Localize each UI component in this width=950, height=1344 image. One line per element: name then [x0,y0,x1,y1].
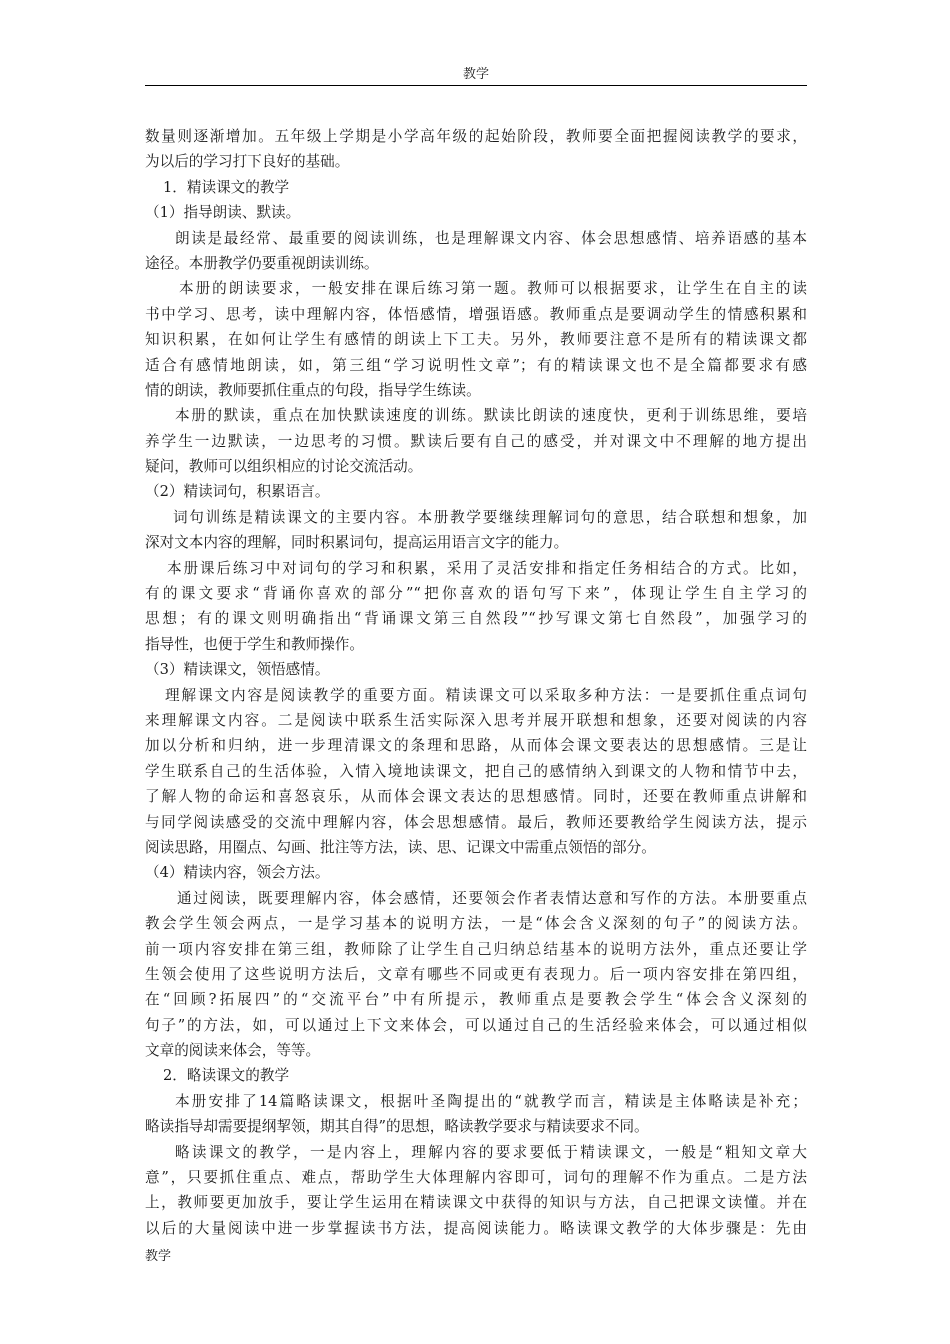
text-line: 以后的大量阅读中进一步掌握读书方法，提高阅读能力。略读课文教学的大体步骤是：先由 [145,1219,807,1237]
text-line: （2）精读词句，积累语言。 [145,483,330,501]
text-line: 本册课后练习中对词句的学习和积累，采用了灵活安排和指定任务相结合的方式。比如， [167,559,807,577]
text-line: 来理解课文内容。二是阅读中联系生活实际深入思考并展开联想和想象，还要对阅读的内容 [145,711,807,729]
text-line: 生领会使用了这些说明方法后，文章有哪些不同或更有表现力。后一项内容安排在第四组， [145,965,807,983]
text-line: 书中学习、思考，读中理解内容，体悟感情，增强语感。教师重点是要调动学生的情感积累和 [145,305,807,323]
text-line: 略读指导却需要提纲挈领，期其自得”的思想，略读教学要求与精读要求不同。 [145,1118,649,1136]
text-line: 文章的阅读来体会，等等。 [145,1042,321,1060]
text-line: 理解课文内容是阅读教学的重要方面。精读课文可以采取多种方法：一是要抓住重点词句 [165,686,807,704]
text-line: 略读课文的教学，一是内容上，理解内容的要求要低于精读课文，一般是“粗知文章大 [175,1143,807,1161]
text-line: 上，教师要更加放手，要让学生运用在精读课文中获得的知识与方法，自己把课文读懂。并在 [145,1194,807,1212]
text-line: 前一项内容安排在第三组，教师除了让学生自己归纳总结基本的说明方法外，重点还要让学 [145,940,807,958]
text-line: 朗读是最经常、最重要的阅读训练，也是理解课文内容、体会思想感情、培养语感的基本 [175,229,807,247]
header-divider [145,85,807,86]
text-line: 本册的默读，重点在加快默读速度的训练。默读比朗读的速度快，更利于训练思维，要培 [175,407,807,425]
text-line: 情的朗读，教师要抓住重点的句段，指导学生练读。 [145,381,481,399]
text-line: （4）精读内容，领会方法。 [145,864,330,882]
text-line: 途径。本册教学仍要重视朗读训练。 [145,254,379,272]
text-line: 指导性，也便于学生和教师操作。 [145,635,364,653]
text-line: 深对文本内容的理解，同时积累词句，提高运用语言文字的能力。 [145,534,569,552]
text-line: 教会学生领会两点，一是学习基本的说明方法，一是“体会含义深刻的句子”的阅读方法。 [145,915,807,933]
text-line: 为以后的学习打下良好的基础。 [145,153,350,171]
text-line: （1）指导朗读、默读。 [145,204,301,222]
text-line: 养学生一边默读，一边思考的习惯。默读后要有自己的感受，并对课文中不理解的地方提出 [145,432,807,450]
text-line: 有的课文要求“背诵你喜欢的部分”“把你喜欢的语句写下来”，体现让学生自主学习的 [145,585,807,603]
text-line: 意”，只要抓住重点、难点，帮助学生大体理解内容即可，词句的理解不作为重点。二是方法 [145,1169,807,1187]
page-footer: 教学 [145,1249,172,1264]
text-line: 知识积累，在如何让学生有感情的朗读上下工夫。另外，教师要注意不是所有的精读课文都 [145,331,807,349]
document-body [145,124,807,1241]
text-line: 2．略读课文的教学 [163,1067,290,1085]
text-line: 本册安排了14篇略读课文，根据叶圣陶提出的“就教学而言，精读是主体略读是补充； [175,1092,807,1110]
text-line: 句子”的方法，如，可以通过上下文来体会，可以通过自己的生活经验来体会，可以通过相似 [145,1016,807,1034]
text-line: 通过阅读，既要理解内容，体会感情，还要领会作者表情达意和写作的方法。本册要重点 [177,889,807,907]
text-line: 加以分析和归纳，进一步理清课文的条理和思路，从而体会课文要表达的思想感情。三是让 [145,737,807,755]
text-line: 疑问，教师可以组织相应的讨论交流活动。 [145,458,423,476]
text-line: 本册的朗读要求，一般安排在课后练习第一题。教师可以根据要求，让学生在自主的读 [179,280,807,298]
text-line: 与同学阅读感受的交流中理解内容，体会思想感情。最后，教师还要教给学生阅读方法，提示 [145,813,807,831]
text-line: 思想；有的课文则明确指出“背诵课文第三自然段”“抄写课文第七自然段”，加强学习的 [145,610,807,628]
text-line: 阅读思路，用圈点、勾画、批注等方法，读、思、记课文中需重点领悟的部分。 [145,838,656,856]
text-line: 数量则逐渐增加。五年级上学期是小学高年级的起始阶段，教师要全面把握阅读教学的要求， [145,128,807,145]
text-line: （3）精读课文，领悟感情。 [145,661,330,679]
text-line: 适合有感情地朗读，如，第三组“学习说明性文章”；有的精读课文也不是全篇都要求有感 [145,356,807,374]
page-header: 教学 [462,67,489,82]
text-line: 在“回顾?拓展四”的“交流平台”中有所提示，教师重点是要教会学生“体会含义深刻的 [145,991,807,1009]
text-line: 学生联系自己的生活体验，入情入境地读课文，把自己的感情纳入到课文的人物和情节中去， [145,762,807,780]
text-line: 了解人物的命运和喜怒哀乐，从而体会课文表达的思想感情。同时，还要在教师重点讲解和 [145,788,807,806]
text-line: 1．精读课文的教学 [163,178,290,196]
text-line: 词句训练是精读课文的主要内容。本册教学要继续理解词句的意思，结合联想和想象，加 [173,508,807,526]
